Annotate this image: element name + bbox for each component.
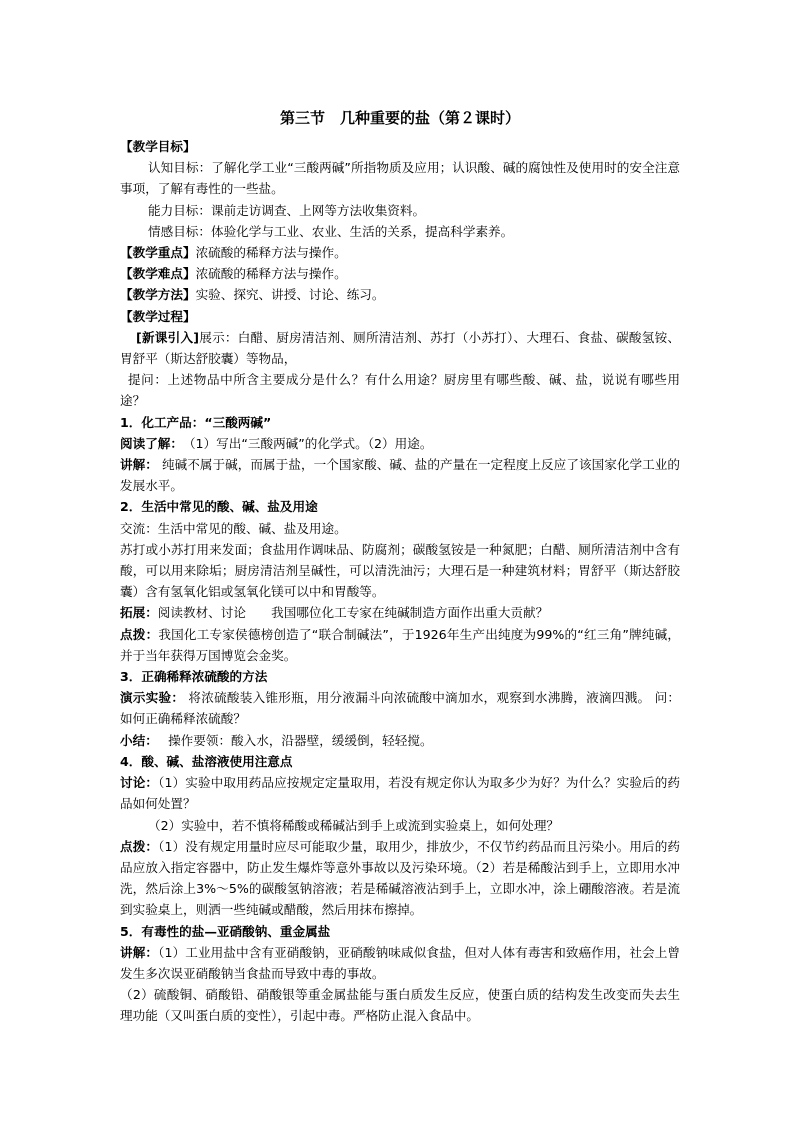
intro-label: [新课引入] — [136, 329, 200, 345]
key-point-text: 浓硫酸的稀释方法与操作。 — [195, 245, 347, 261]
difficulty-text: 浓硫酸的稀释方法与操作。 — [195, 266, 347, 282]
extend-label: 拓展： — [120, 605, 158, 621]
point-label-2: 点拨： — [120, 838, 159, 854]
section-4-heading: 4．酸、碱、盐溶液使用注意点 — [120, 753, 293, 769]
section-3-heading: 3．正确稀释浓硫酸的方法 — [120, 669, 268, 685]
goal-emotion: 情感目标：体验化学与工业、农业、生活的关系，提高科学素养。 — [148, 223, 514, 239]
method-label: 【教学方法】 — [120, 287, 196, 303]
sec2-point — [120, 624, 680, 666]
method — [120, 284, 680, 305]
intro-question: 提问：上述物品中所含主要成分是什么？有什么用途？厨房里有哪些酸、碱、盐，说说有哪些用途？ — [120, 372, 680, 409]
goals-label: 【教学目标】 — [120, 139, 196, 154]
point-text: 我国化工专家侯德榜创造了“联合制碱法”，于1926年生产出纯度为99%的“红三角”牌纯碱，并于当年获得万国博览会金奖。 — [120, 626, 681, 663]
key-point-label: 【教学重点】 — [120, 245, 196, 261]
sec5-explain-2: （2）硫酸铜、硝酸铅、硝酸银等重金属盐能与蛋白质发生反应，使蛋白质的结构发生改变而失去生理功能（又叫蛋白质的变性），引起中毒。严格防止混入食品中。 — [120, 987, 680, 1024]
demo-text: 将浓硫酸装入锥形瓶，用分液漏斗向浓硫酸中滴加水，观察到水沸腾，液滴四溅。 问：如何正确稀释浓硫酸？ — [120, 690, 681, 727]
point-label: 点拨： — [120, 626, 159, 642]
sec2-extend — [120, 602, 680, 623]
sec4-discuss — [120, 772, 680, 814]
summary-text: 操作要领：酸入水，沿器壁，缓缓倒，轻轻搅。 — [151, 732, 433, 748]
explain-text-2: （1）工业用盐中含有亚硝酸钠，亚硝酸钠味咸似食盐，但对人体有毒害和致癌作用，社会上曾发生多次误亚硝酸钠当食盐而导致中毒的事故。 — [120, 944, 681, 981]
demo-label: 演示实验： — [120, 690, 185, 706]
sec4-discuss-2: （2）实验中，若不慎将稀酸或稀碱沾到手上或流到实验桌上，如何处理？ — [148, 817, 560, 833]
page-title: 第三节 几种重要的盐（第２课时） — [279, 109, 520, 127]
document-page — [120, 108, 680, 1027]
sec1-explain — [120, 454, 680, 496]
goal-cognitive: 认知目标：了解化学工业“三酸两碱”所指物质及应用；认识酸、碱的腐蚀性及使用时的安全注意事项，了解有毒性的一些盐。 — [120, 160, 680, 197]
summary-label: 小结： — [120, 732, 152, 748]
sec1-read — [120, 433, 680, 454]
key-point — [120, 242, 680, 263]
sec2-detail: 苏打或小苏打用来发面；食盐用作调味品、防腐剂；碳酸氢铵是一种氮肥；白醋、厕所清洁剂中含有酸，可以用来除垢；厨房清洁剂呈碱性，可以清洗油污；大理石是一种建筑材料；胃舒平（斯达舒胶囊）含有氢氧化铝或氢氧化镁可以中和胃酸等。 — [120, 541, 680, 600]
goal-ability: 能力目标：课前走访调查、上网等方法收集资料。 — [148, 202, 426, 218]
intro-paragraph — [120, 327, 680, 369]
sec5-explain — [120, 942, 680, 984]
section-1-heading: 1．化工产品：“三酸两碱” — [120, 414, 272, 430]
section-2-heading: 2．生活中常见的酸、碱、盐及用途 — [120, 499, 318, 515]
sec4-point — [120, 836, 680, 921]
process-label: 【教学过程】 — [120, 308, 196, 324]
method-text: 实验、探究、讲授、讨论、练习。 — [195, 287, 385, 303]
sec3-summary — [120, 730, 680, 751]
difficulty — [120, 263, 680, 284]
difficulty-label: 【教学难点】 — [120, 266, 196, 282]
intro-text: 展示：白醋、厨房清洁剂、厕所清洁剂、苏打（小苏打）、大理石、食盐、碳酸氢铵、胃舒平（斯达舒胶囊）等物品， — [120, 329, 680, 367]
read-label: 阅读了解： — [120, 435, 177, 451]
section-5-heading: 5．有毒性的盐—亚硝酸钠、重金属盐 — [120, 923, 331, 939]
explain-label: 讲解： — [120, 457, 158, 473]
discuss-text: （1）实验中取用药品应按规定定量取用，若没有规定你认为取多少为好？为什么？实验后的药品如何处置？ — [120, 775, 681, 812]
sec3-demo — [120, 687, 680, 729]
read-text: （1）写出“三酸两碱”的化学式。（2）用途。 — [176, 435, 433, 451]
point-text-2: （1）没有规定用量时应尽可能取少量，取用少，排放少，不仅节约药品而且污染小。用后的药品应放入指定容器中，防止发生爆炸等意外事故以及污染环境。（2）若是稀酸沾到手上，立即用水冲洗，然后涂上3%～5%的碳酸氢钠溶液；若是稀碱溶液沾到手上，立即水冲，涂上硼酸溶液。若是流到实验桌上，则洒一些纯碱或醋酸，然后用抹布擦掉。 — [120, 838, 681, 918]
discuss-label: 讨论： — [120, 775, 159, 791]
extend-text: 阅读教材、讨论 我国哪位化工专家在纯碱制造方面作出重大贡献？ — [157, 605, 549, 621]
explain-text: 纯碱不属于碱，而属于盐，一个国家酸、碱、盐的产量在一定程度上反应了该国家化学工业的发展水平。 — [120, 457, 681, 494]
sec2-exchange: 交流：生活中常见的酸、碱、盐及用途。 — [120, 520, 347, 536]
explain-label-2: 讲解： — [120, 944, 159, 960]
